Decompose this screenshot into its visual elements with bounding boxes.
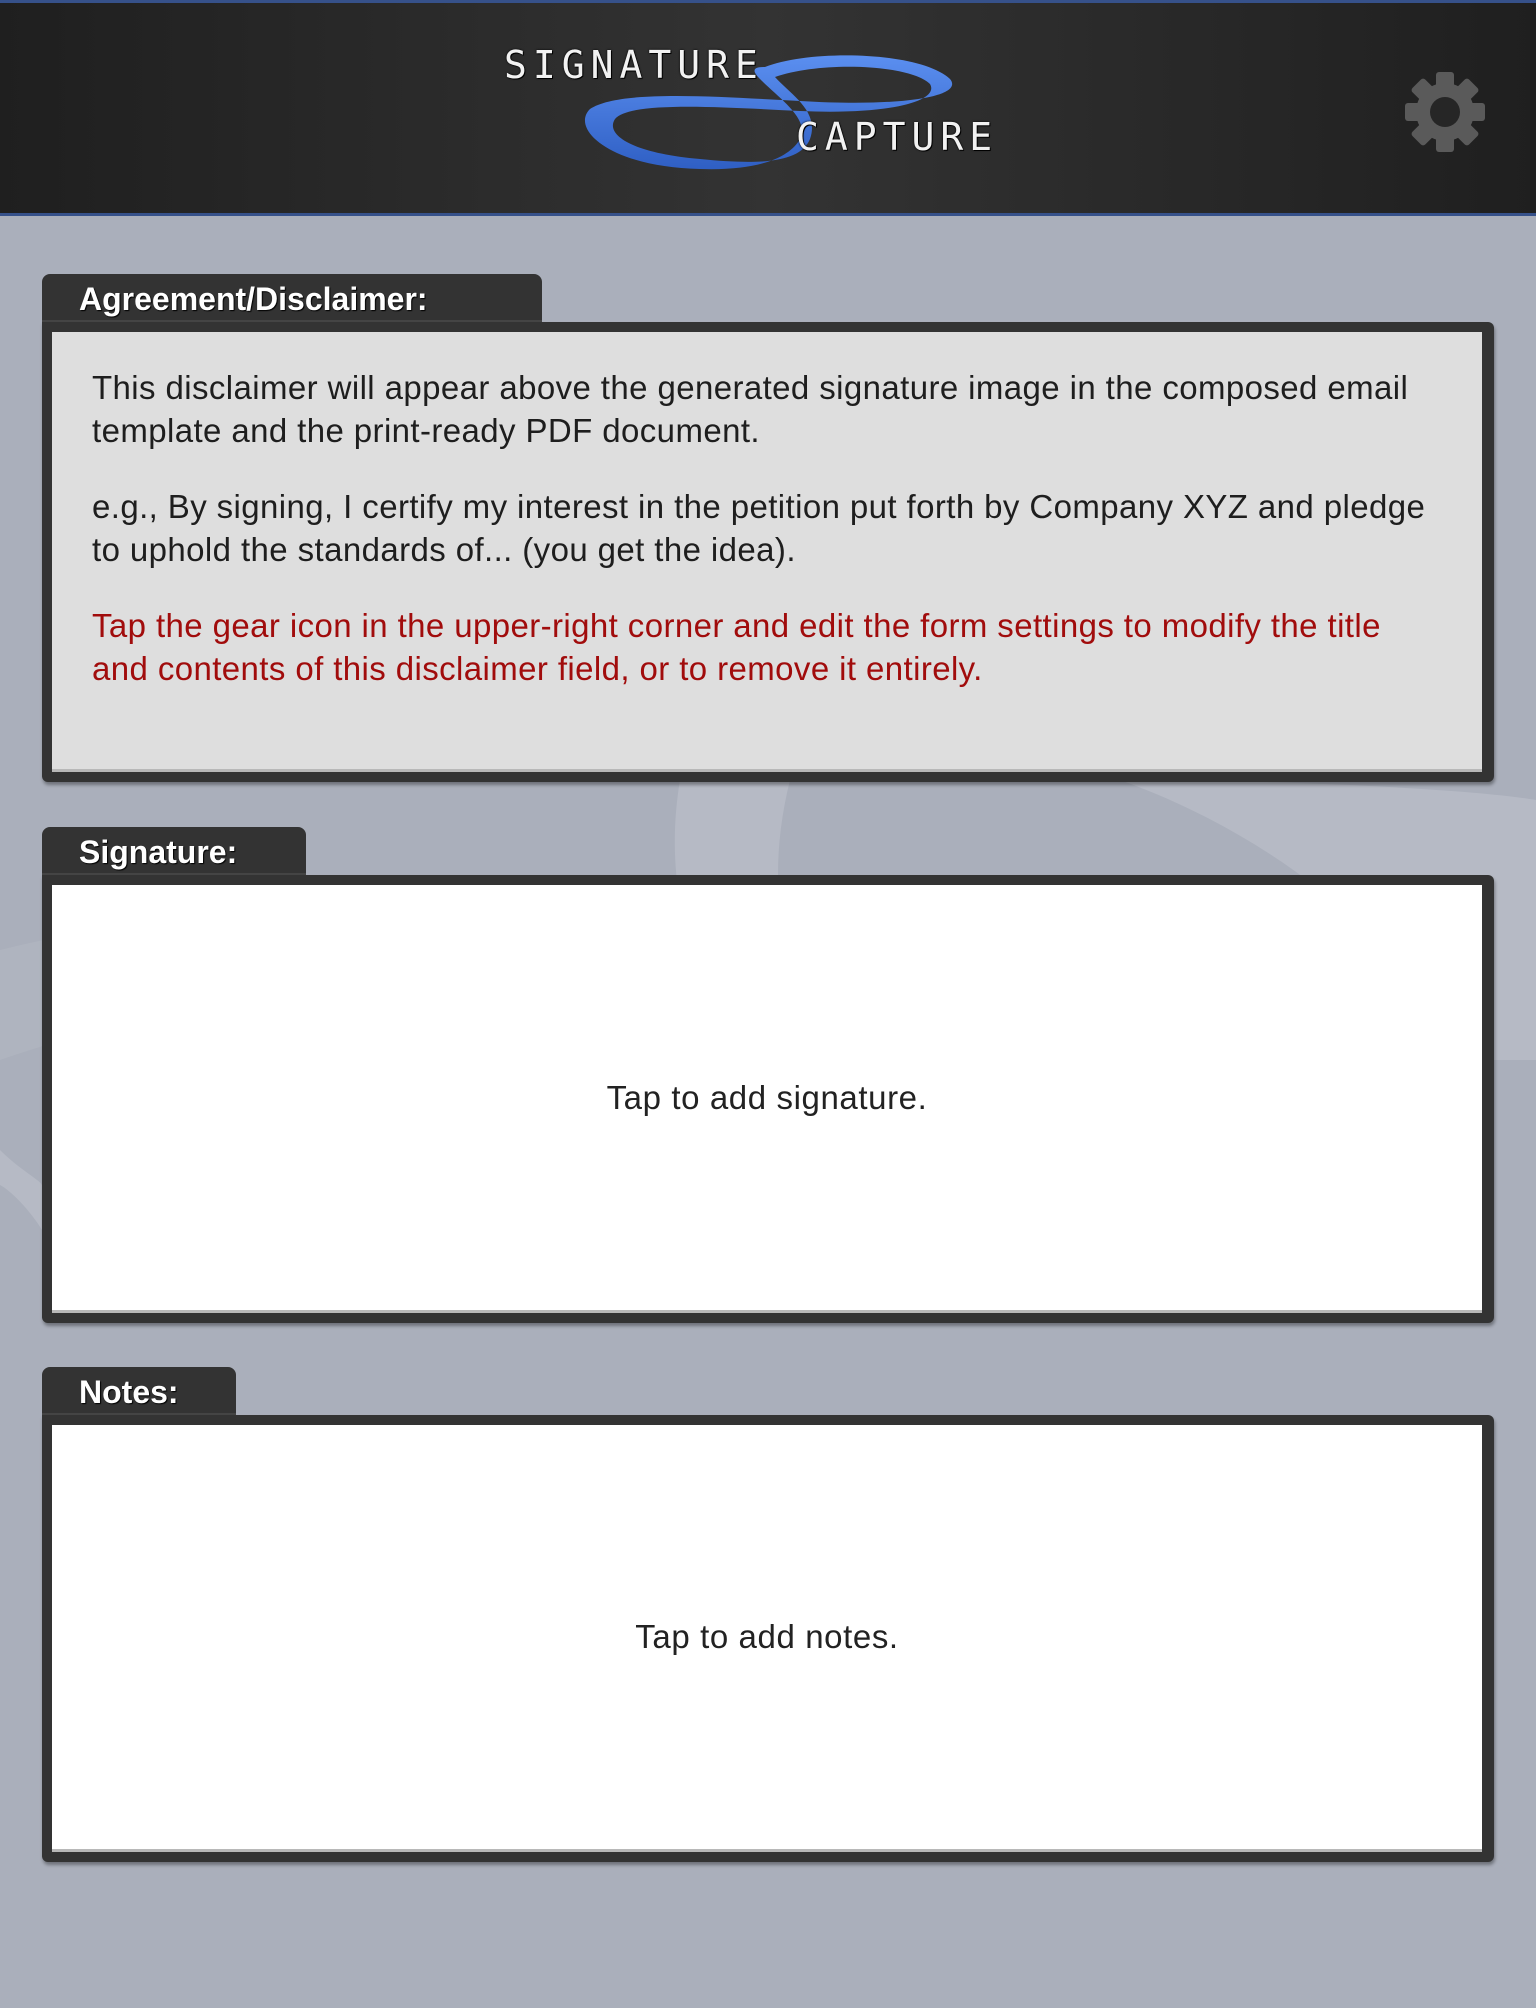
disclaimer-title: Agreement/Disclaimer: xyxy=(42,274,542,322)
disclaimer-paragraph: e.g., By signing, I certify my interest in the petition put forth by Company XYZ and pledge to uphold the standards of... (you get the idea). xyxy=(92,488,1426,568)
app-header xyxy=(0,0,1536,216)
disclaimer-hint: Tap the gear icon in the upper-right corner and edit the form settings to modify the title and contents of this disclaimer field, or to remove it entirely. xyxy=(92,607,1381,687)
signature-pad[interactable] xyxy=(52,885,1482,1313)
signature-frame xyxy=(42,875,1494,1323)
logo-text-capture: CAPTURE xyxy=(796,115,999,159)
notes-title: Notes: xyxy=(42,1367,236,1415)
logo-text-signature: SIGNATURE xyxy=(504,43,764,87)
disclaimer-body xyxy=(52,332,1482,772)
app-logo xyxy=(500,39,1020,179)
disclaimer-paragraph: This disclaimer will appear above the generated signature image in the composed email template and the print-ready PDF document. xyxy=(92,369,1409,449)
disclaimer-frame xyxy=(42,322,1494,782)
signature-placeholder: Tap to add signature. xyxy=(606,1078,928,1116)
notes-placeholder: Tap to add notes. xyxy=(635,1618,899,1655)
signature-title: Signature: xyxy=(42,827,306,875)
notes-field[interactable] xyxy=(52,1425,1482,1852)
settings-gear-icon[interactable] xyxy=(1395,67,1495,157)
notes-frame xyxy=(42,1415,1494,1862)
